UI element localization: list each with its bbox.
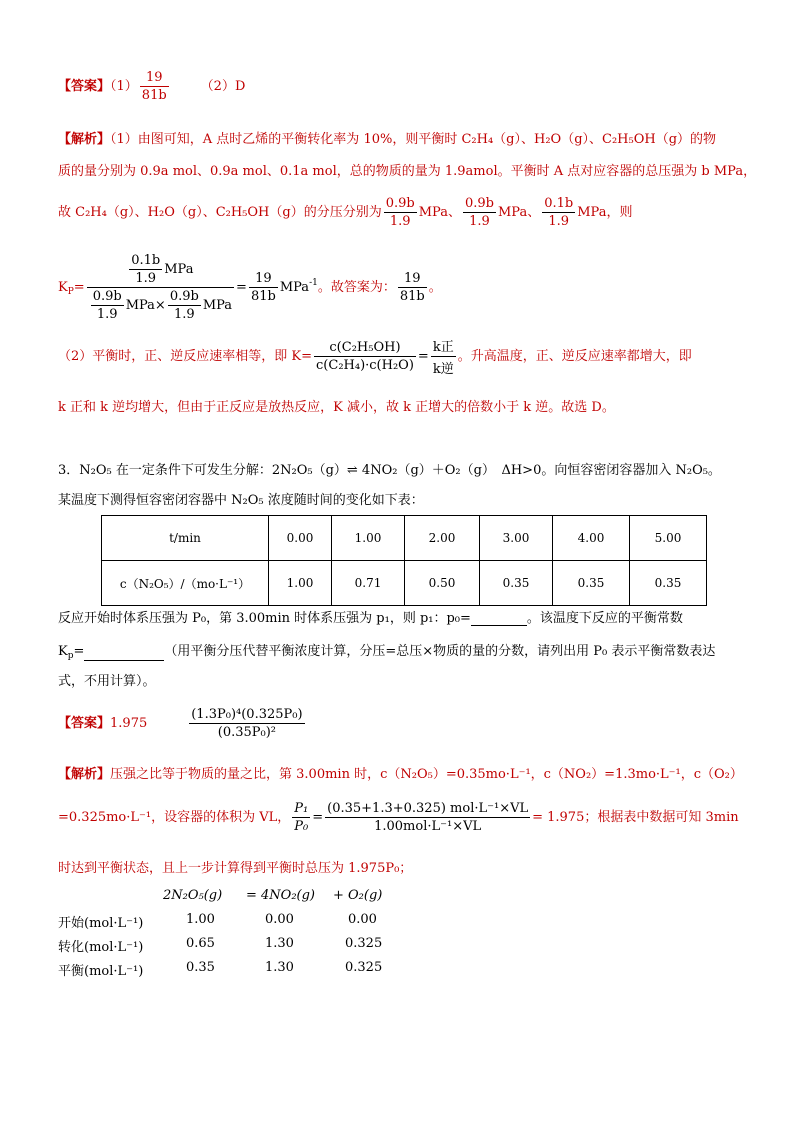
analysis-tag: 【解析】 bbox=[58, 767, 111, 782]
kp-expression: $K_P=$ $\frac{0.1b}{1.9}$ MPa $\frac{0.9b}{1.9}$ MPa× $\frac{0.9b}{1.9}$ MPa = $\frac{19}{81b}$ MPa$^{-1}$。故答案为： $\frac{19}{81b}$ 。 bbox=[58, 253, 442, 322]
analysis-1-line-6: k 正和 k 逆均增大，但由于正反应是放热反应，K 减小，故 k 正增大的倍数小于 k 逆。故选 D。 bbox=[58, 400, 615, 415]
table-cell: 0.50 bbox=[405, 561, 480, 606]
table-cell: c（N₂O₅）/（mo·L⁻¹） bbox=[102, 561, 269, 606]
question-3-line-4: $K_p=$ （用平衡分压代替平衡浓度计算，分压=总压×物质的量的分数，请列出用 P₀ 表示平衡常数表达 bbox=[58, 644, 716, 661]
analysis-1-line-2: 质的量分别为 0.9a mol、0.9a mol、0.1a mol，总的物质的量为 1.9amol。平衡时 A 点对应容器的总压强为 b MPa， bbox=[58, 164, 757, 179]
partial-pressure-fraction: $\frac{0.1b}{1.9}$ bbox=[544, 196, 574, 229]
partial-pressure-fraction: $\frac{0.9b}{1.9}$ bbox=[464, 196, 494, 229]
table-cell: 0.35 bbox=[480, 561, 553, 606]
ice-cell: 1.30 bbox=[265, 960, 294, 975]
table-cell: 0.35 bbox=[630, 561, 707, 606]
table-header-cell: t/min bbox=[102, 516, 269, 561]
analysis-3-line-3: 时达到平衡状态，且上一步计算得到平衡时总压为 1.975P₀； bbox=[58, 861, 413, 876]
answer-fraction: $\frac{19}{81b}$ bbox=[141, 70, 167, 103]
pressure-ratio-fraction: $\frac{\text{P₁}}{\text{P₀}}$ bbox=[294, 801, 309, 834]
answer-blank-ratio[interactable] bbox=[471, 611, 527, 626]
table-cell: 1.00 bbox=[269, 561, 332, 606]
kp-big-fraction: $\frac{0.1b}{1.9}$ MPa $\frac{0.9b}{1.9}$ MPa× $\frac{0.9b}{1.9}$ MPa bbox=[87, 253, 234, 322]
answer-3 bbox=[58, 707, 307, 740]
concentration-table bbox=[101, 515, 707, 606]
kp-expression-fraction: $\frac{\text{(1.3P₀)⁴(0.325P₀)}}{\text{(0.35P₀)²}}$ bbox=[191, 707, 303, 740]
kp-result-fraction: $\frac{19}{81b}$ bbox=[250, 271, 276, 304]
table-header-cell: 1.00 bbox=[332, 516, 405, 561]
question-3-line-1: 3．N₂O₅ 在一定条件下可发生分解：2N₂O₅（g）⇌ 4NO₂（g）＋O₂（g） ΔH>0。向恒容密闭容器加入 N₂O₅。 bbox=[58, 463, 721, 478]
ice-cell: 0.00 bbox=[265, 912, 294, 927]
kp-answer-fraction: $\frac{19}{81b}$ bbox=[399, 271, 425, 304]
table-row bbox=[102, 516, 707, 561]
ice-row-label: 转化(mol·L⁻¹) bbox=[58, 940, 144, 955]
ice-header-reactant: 2N₂O₅(g) bbox=[163, 888, 223, 903]
ice-cell: 0.325 bbox=[345, 960, 383, 975]
ice-cell: 0.00 bbox=[348, 912, 377, 927]
analysis-1-line-1: 【解析】（1）由图可知，A 点时乙烯的平衡转化率为 10%，则平衡时 C₂H₄（g）、H₂O（g）、C₂H₅OH（g）的物 bbox=[58, 132, 717, 147]
answer-blank-kp[interactable] bbox=[84, 646, 164, 661]
ice-cell: 0.325 bbox=[345, 936, 383, 951]
analysis-tag: 【解析】 bbox=[58, 132, 111, 147]
table-header-cell: 5.00 bbox=[630, 516, 707, 561]
analysis-3-line-2: =0.325mo·L⁻¹，设容器的体积为 VL， $\frac{\text{P₁}}{\text{P₀}}$ = $\frac{\text{(0.35+1.3+0.325) mol·L⁻¹×VL}}{\text{1.00mol·L⁻¹×VL}}$ = 1.975；根据表中数据可知 3min bbox=[58, 801, 739, 834]
ice-cell: 0.65 bbox=[186, 936, 215, 951]
ice-row-label: 开始(mol·L⁻¹) bbox=[58, 916, 144, 931]
answer-value: 1.975 bbox=[110, 716, 148, 731]
table-cell: 0.35 bbox=[553, 561, 630, 606]
ice-header-product-2: + O₂(g) bbox=[333, 888, 383, 903]
moles-ratio-fraction: $\frac{\text{(0.35+1.3+0.325) mol·L⁻¹×VL}}{\text{1.00mol·L⁻¹×VL}}$ bbox=[327, 801, 529, 834]
rate-constant-ratio: $\frac{\text{k正}}{\text{k逆}}$ bbox=[431, 336, 456, 377]
analysis-1-line-3: 故 C₂H₄（g）、H₂O（g）、C₂H₅OH（g）的分压分别为 $\frac{0.9b}{1.9}$ MPa、 $\frac{0.9b}{1.9}$ MPa、 $\frac{0.1b}{1.9}$ MPa，则 bbox=[58, 196, 633, 229]
answer-part-1: （1） bbox=[110, 79, 138, 94]
ice-header-product-1: = 4NO₂(g) bbox=[246, 888, 316, 903]
answer-1 bbox=[58, 70, 245, 103]
ice-cell: 1.30 bbox=[265, 936, 294, 951]
ice-row-label: 平衡(mol·L⁻¹) bbox=[58, 964, 144, 979]
table-header-cell: 0.00 bbox=[269, 516, 332, 561]
table-row bbox=[102, 561, 707, 606]
question-3-line-5: 式，不用计算）。 bbox=[58, 674, 156, 689]
analysis-1-line-5: （2）平衡时，正、逆反应速率相等，即 K= $\frac{\text{c(C₂H₅OH)}}{\text{c(C₂H₄)·c(H₂O)}}$ = $\frac{\text{k正}}{\text{k逆}}$ 。升高温度，正、逆反应速率都增大，即 bbox=[58, 336, 692, 377]
table-cell: 0.71 bbox=[332, 561, 405, 606]
ice-cell: 1.00 bbox=[186, 912, 215, 927]
table-header-cell: 3.00 bbox=[480, 516, 553, 561]
question-3-line-3: 反应开始时体系压强为 P₀，第 3.00min 时体系压强为 p₁，则 p₁：p₀= 。该温度下反应的平衡常数 bbox=[58, 611, 683, 626]
table-header-cell: 4.00 bbox=[553, 516, 630, 561]
answer-tag: 【答案】 bbox=[58, 716, 111, 731]
analysis-3-line-1: 【解析】压强之比等于物质的量之比，第 3.00min 时，c（N₂O₅）=0.35mo·L⁻¹，c（NO₂）=1.3mo·L⁻¹，c（O₂） bbox=[58, 767, 743, 782]
partial-pressure-fraction: $\frac{0.9b}{1.9}$ bbox=[385, 196, 415, 229]
answer-tag: 【答案】 bbox=[58, 79, 111, 94]
table-header-cell: 2.00 bbox=[405, 516, 480, 561]
equilibrium-constant-fraction: $\frac{\text{c(C₂H₅OH)}}{\text{c(C₂H₄)·c(H₂O)}}$ bbox=[316, 340, 414, 373]
ice-cell: 0.35 bbox=[186, 960, 215, 975]
answer-part-2: （2）D bbox=[200, 79, 246, 94]
question-3-line-2: 某温度下测得恒容密闭容器中 N₂O₅ 浓度随时间的变化如下表： bbox=[58, 493, 424, 508]
